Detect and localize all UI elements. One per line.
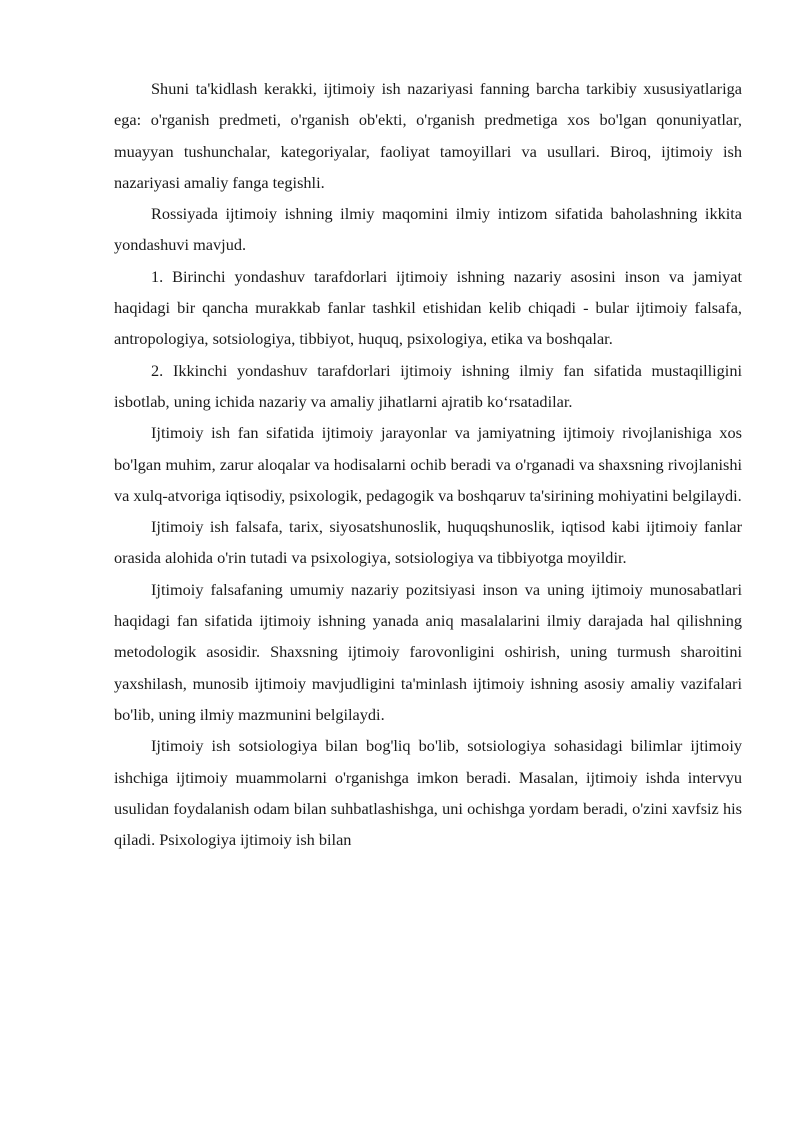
paragraph-4: 2. Ikkinchi yondashuv tarafdorlari ijtimoiy ishning ilmiy fan sifatida mustaqilligini isbotlab, uning ichida nazariy va amaliy jihatlarni ajratib ko‘rsatadilar. (114, 360, 742, 411)
paragraph-6: Ijtimoiy ish falsafa, tarix, siyosatshunoslik, huquqshunoslik, iqtisod kabi ijtimoiy fanlar orasida alohida o'rin tutadi va psixologiya, sotsiologiya va tibbiyotga moyildir. (114, 517, 742, 568)
paragraph-2: Rossiyada ijtimoiy ishning ilmiy maqomini ilmiy intizom sifatida baholashning ikkita yondashuvi mavjud. (114, 204, 742, 255)
paragraph-5: Ijtimoiy ish fan sifatida ijtimoiy jarayonlar va jamiyatning ijtimoiy rivojlanishiga xos bo'lgan muhim, zarur aloqalar va hodisalarni ochib beradi va o'rganadi va shaxsning rivojlanishi va xulq-atvoriga iqtisodiy, psixologik, pedagogik va boshqaruv ta'sirining mohiyatini belgilaydi. (114, 423, 742, 505)
document-body (114, 73, 742, 855)
paragraph-3: 1. Birinchi yondashuv tarafdorlari ijtimoiy ishning nazariy asosini inson va jamiyat haqidagi bir qancha murakkab fanlar tashkil etishidan kelib chiqadi - bular ijtimoiy falsafa, antropologiya, sotsiologiya, tibbiyot, huquq, psixologiya, etika va boshqalar. (114, 266, 742, 349)
paragraph-7: Ijtimoiy falsafaning umumiy nazariy pozitsiyasi inson va uning ijtimoiy munosabatlari haqidagi fan sifatida ijtimoiy ishning yanada aniq masalalarini ilmiy darajada hal qilishning metodologik asosidir. Shaxsning ijtimoiy farovonligini oshirish, uning turmush sharoitini yaxshilash, munosib ijtimoiy mavjudligini ta'minlash ijtimoiy ishning asosiy amaliy vazifalari bo'lib, uning ilmiy mazmunini belgilaydi. (114, 579, 742, 724)
paragraph-1: Shuni ta'kidlash kerakki, ijtimoiy ish nazariyasi fanning barcha tarkibiy xususiyatlariga ega: o'rganish predmeti, o'rganish ob'ekti, o'rganish predmetiga xos bo'lgan qonuniyatlar, muayyan tushunchalar, kategoriyalar, faoliyat tamoyillari va usullari. Biroq, ijtimoiy ish nazariyasi amaliy fanga tegishli. (114, 79, 742, 192)
paragraph-8: Ijtimoiy ish sotsiologiya bilan bog'liq bo'lib, sotsiologiya sohasidagi bilimlar ijtimoiy ishchiga ijtimoiy muammolarni o'rganishga imkon beradi. Masalan, ijtimoiy ishda intervyu usulidan foydalanish odam bilan suhbatlashishga, uni ochishga yordam beradi, o'zini xavfsiz his qiladi. Psixologiya ijtimoiy ish bilan (114, 736, 742, 850)
